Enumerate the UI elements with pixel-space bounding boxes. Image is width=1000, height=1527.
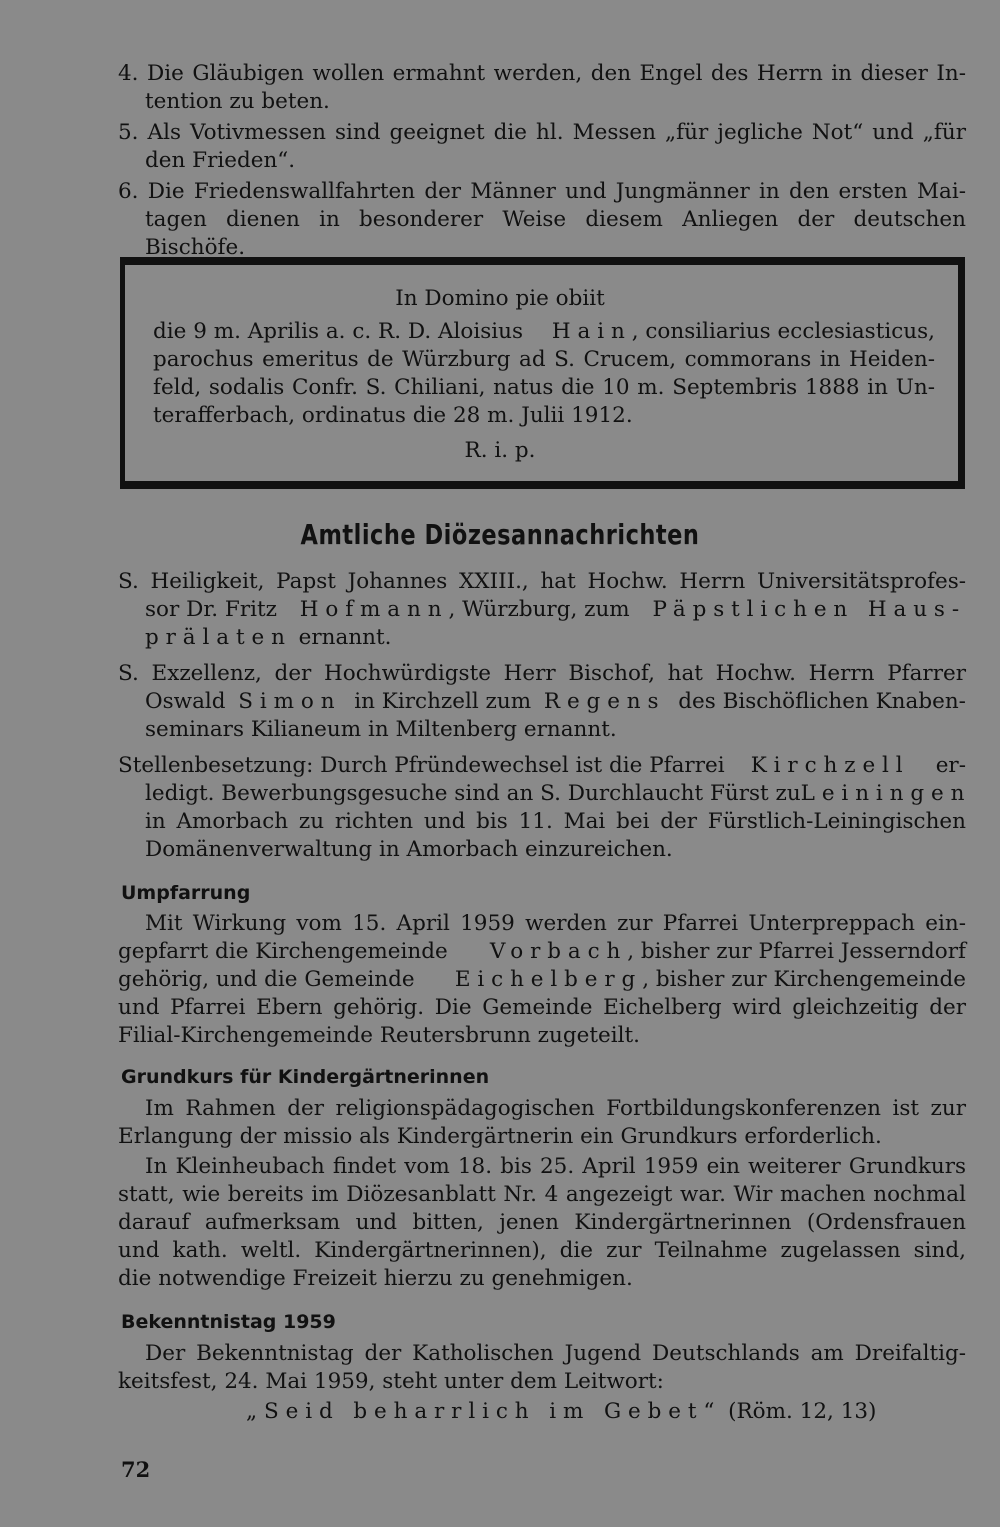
obituary-rip: R. i. p. (464, 438, 536, 463)
item-4-line-2: tention zu beten. (145, 89, 330, 114)
item-6-line-1: 6. Die Friedenswallfahrten der Männer und Jungmänner in den ersten Mai- (118, 179, 966, 204)
news-1-line-1: S. Heiligkeit, Papst Johannes XXIII., hat Hochw. Herrn Universitätsprofes- (118, 569, 966, 594)
umpfarrung-line-3a: gehörig, und die Gemeinde (118, 967, 415, 992)
news-1-line-3 (145, 624, 392, 652)
name-simon: Simon (238, 689, 342, 714)
news-2-line-2e: des Bischöflichen Knaben- (678, 689, 966, 714)
news-2-line-2c: in Kirchzell zum (354, 689, 532, 714)
grundkurs-p2-line-4: und kath. weltl. Kindergärtnerinnen), die zur Teilnahme zugelassen sind, (118, 1238, 966, 1263)
obituary-name: Hain (551, 319, 632, 344)
grundkurs-p2-line-2: statt, wie bereits im Diözesanblatt Nr. 4 angezeigt war. Wir machen nochmal (118, 1182, 966, 1207)
news-3-line-2 (145, 780, 972, 808)
news-2-line-2a: Oswald (145, 689, 226, 714)
umpfarrung-heading: Umpfarrung (121, 882, 251, 904)
page-number: 72 (121, 1457, 151, 1482)
item-4-line-1: 4. Die Gläubigen wollen ermahnt werden, den Engel des Herrn in dieser In- (118, 61, 966, 86)
umpfarrung-line-3 (118, 966, 966, 994)
obituary-title: In Domino pie obiit (395, 286, 605, 311)
umpfarrung-line-3c: , bisher zur Kirchengemeinde (642, 967, 966, 992)
item-5-line-2: den Frieden“. (145, 148, 296, 173)
name-hofmann: Hofmann (299, 597, 449, 622)
section-heading: Amtliche Diözesannachrichten (300, 518, 700, 551)
title-paepstlichen-haus: Päpstlichen Haus- (652, 597, 966, 622)
grundkurs-heading: Grundkurs für Kindergärtnerinnen (121, 1066, 490, 1088)
umpfarrung-line-5: Filial-Kirchengemeinde Reutersbrunn zugeteilt. (118, 1023, 640, 1048)
news-1-line-2a: sor Dr. Fritz (145, 597, 277, 622)
bekenntnistag-heading: Bekenntnistag 1959 (121, 1311, 336, 1333)
obituary-line-1c: , consiliarius ecclesiasticus, (631, 319, 935, 344)
obituary-line-1a: die 9 m. Aprilis a. c. R. D. Aloisius (153, 319, 524, 344)
place-eichelberg: Eichelberg (454, 967, 643, 992)
news-3-line-3: in Amorbach zu richten und bis 11. Mai bei der Fürstlich-Leiningischen (145, 809, 966, 834)
obituary-line-3: feld, sodalis Confr. S. Chiliani, natus die 10 m. Septembris 1888 in Un- (153, 375, 935, 400)
item-5-line-1: 5. Als Votivmessen sind geeignet die hl. Messen „für jegliche Not“ und „für (118, 120, 966, 145)
grundkurs-p1-line-1: Im Rahmen der religionspädagogischen Fortbildungskonferenzen ist zur (145, 1096, 966, 1121)
motto: „Seid beharrlich im Gebet“ (246, 1399, 722, 1424)
place-vorbach: Vorbach (489, 939, 628, 964)
grundkurs-p2-line-1: In Kleinheubach findet vom 18. bis 25. April 1959 ein weiterer Grundkurs (145, 1154, 966, 1179)
motto-reference: (Röm. 12, 13) (728, 1399, 877, 1424)
bekenntnistag-motto-line (246, 1398, 876, 1426)
news-2-line-1: S. Exzellenz, der Hochwürdigste Herr Bischof, hat Hochw. Herrn Pfarrer (118, 661, 966, 686)
umpfarrung-line-1: Mit Wirkung vom 15. April 1959 werden zur Pfarrei Unterpreppach ein- (145, 911, 966, 936)
umpfarrung-line-2 (118, 938, 966, 966)
bekenntnistag-line-1: Der Bekenntnistag der Katholischen Jugend Deutschlands am Dreifaltig- (145, 1341, 966, 1366)
news-2-line-3: seminars Kilianeum in Miltenberg ernannt. (145, 717, 617, 742)
umpfarrung-line-2c: , bisher zur Pfarrei Jesserndorf (627, 939, 966, 964)
item-6-line-2: tagen dienen in besonderer Weise diesem Anliegen der deutschen Bischöfe. (145, 207, 966, 260)
bekenntnistag-line-2: keitsfest, 24. Mai 1959, steht unter dem Leitwort: (118, 1369, 664, 1394)
umpfarrung-line-4: und Pfarrei Ebern gehörig. Die Gemeinde Eichelberg wird gleichzeitig der (118, 995, 966, 1020)
news-1-line-2c: , Würzburg, zum (448, 597, 630, 622)
title-regens: Regens (543, 689, 666, 714)
news-1-line-2 (145, 596, 966, 624)
news-3-line-1a: Stellenbesetzung: Durch Pfründewechsel ist die Pfarrei (118, 753, 725, 778)
news-3-line-1 (118, 752, 966, 780)
umpfarrung-line-2a: gepfarrt die Kirchengemeinde (118, 939, 448, 964)
obituary-line-4: terafferbach, ordinatus die 28 m. Julii 1912. (153, 403, 633, 428)
news-2-line-2 (145, 688, 966, 716)
grundkurs-p1-line-2: Erlangung der missio als Kindergärtnerin ein Grundkurs erforderlich. (118, 1124, 882, 1149)
news-1-line-3b: ernannt. (298, 625, 392, 650)
news-3-line-4: Domänenverwaltung in Amorbach einzureichen. (145, 837, 673, 862)
news-3-line-1c: er- (935, 753, 966, 778)
grundkurs-p2-line-5: die notwendige Freizeit hierzu zu genehmigen. (118, 1266, 633, 1291)
name-leiningen: Leiningen (800, 781, 972, 806)
obituary-line-1 (153, 318, 935, 346)
obituary-line-2: parochus emeritus de Würzburg ad S. Crucem, commorans in Heiden- (153, 347, 935, 372)
title-praelaten: prälaten (145, 625, 292, 650)
news-3-line-2a: ledigt. Bewerbungsgesuche sind an S. Durchlaucht Fürst zu (145, 781, 801, 806)
place-kirchzell: Kirchzell (750, 753, 910, 778)
grundkurs-p2-line-3: darauf aufmerksam und bitten, jenen Kindergärtnerinnen (Ordensfrauen (118, 1210, 966, 1235)
